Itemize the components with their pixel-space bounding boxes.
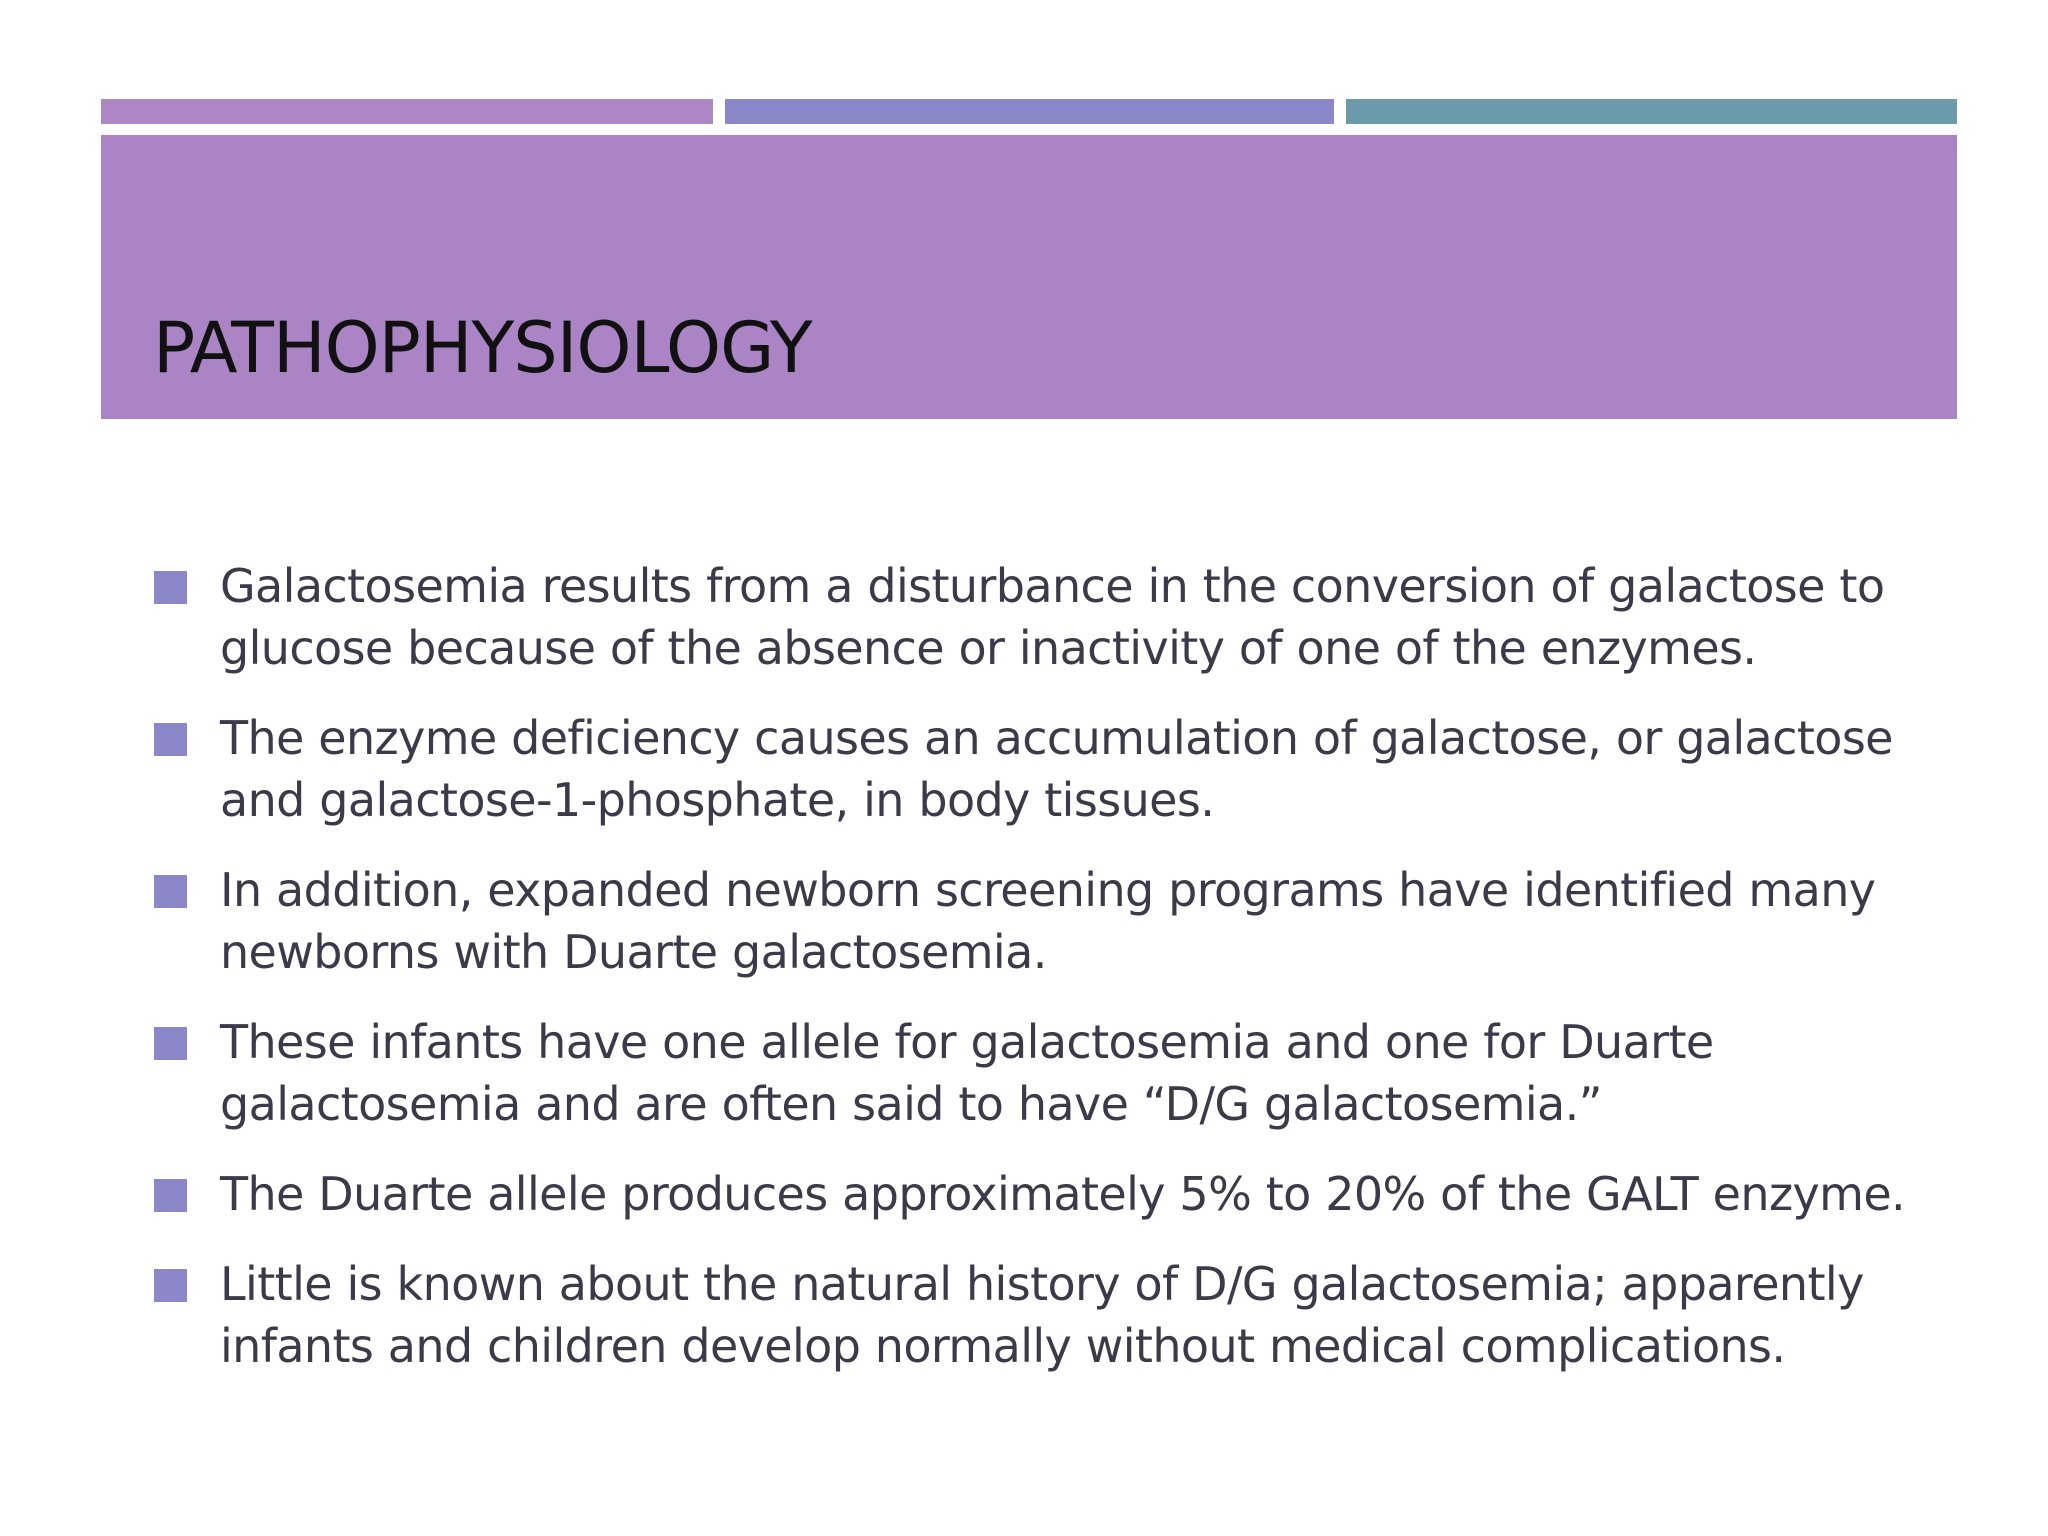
bullet-list — [154, 555, 1914, 1405]
title-band — [101, 135, 1957, 419]
list-item — [154, 859, 1914, 983]
square-bullet-icon — [154, 1179, 187, 1212]
list-item-text: In addition, expanded newborn screening programs have identified many newborns with Duarte galactosemia. — [220, 863, 1876, 979]
square-bullet-icon — [154, 571, 187, 604]
list-item-text: Galactosemia results from a disturbance in the conversion of galactose to glucose because of the absence or inactivity of one of the enzymes. — [220, 559, 1885, 675]
square-bullet-icon — [154, 723, 187, 756]
list-item-text: The Duarte allele produces approximately 5% to 20% of the GALT enzyme. — [220, 1167, 1906, 1221]
list-item — [154, 1253, 1914, 1377]
square-bullet-icon — [154, 1027, 187, 1060]
square-bullet-icon — [154, 1269, 187, 1302]
accent-bar-right — [1346, 99, 1957, 124]
accent-bar-left — [101, 99, 713, 124]
list-item-text: These infants have one allele for galactosemia and one for Duarte galactosemia and are often said to have “D/G galactosemia.” — [220, 1015, 1714, 1131]
slide-title: PATHOPHYSIOLOGY — [153, 307, 812, 389]
list-item — [154, 707, 1914, 831]
list-item — [154, 1011, 1914, 1135]
list-item — [154, 1163, 1914, 1225]
list-item-text: The enzyme deficiency causes an accumulation of galactose, or galactose and galactose-1-phosphate, in body tissues. — [220, 711, 1893, 827]
square-bullet-icon — [154, 875, 187, 908]
list-item-text: Little is known about the natural history of D/G galactosemia; apparently infants and children develop normally without medical complications. — [220, 1257, 1864, 1373]
list-item — [154, 555, 1914, 679]
accent-bar-middle — [725, 99, 1334, 124]
